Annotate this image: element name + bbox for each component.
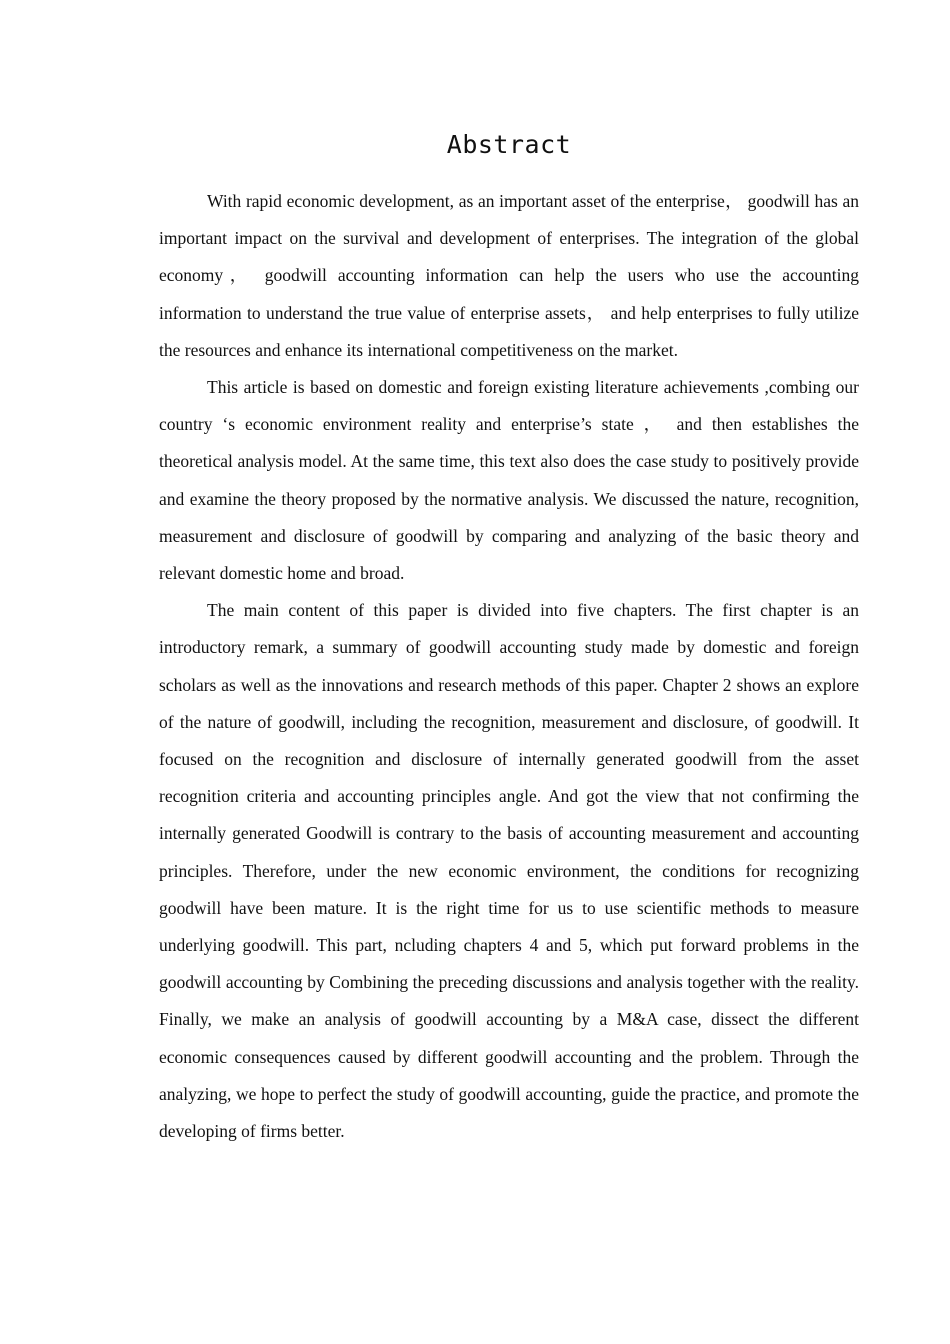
paragraph-3: The main content of this paper is divided into five chapters. The first chapter is an introductory remark, a summary of goodwill accounting study made by domestic and foreign scholars as well as the innovations and research methods of this paper. Chapter 2 shows an explore of the nature of goodwill, including the recognition, measurement and disclosure, of goodwill. It focused on the recognition and disclosure of internally generated goodwill from the asset recognition criteria and accounting principles angle. And got the view that not confirming the internally generated Goodwill is contrary to the basis of accounting measurement and accounting principles. Therefore, under the new economic environment, the conditions for recognizing goodwill have been mature. It is the right time for us to use scientific methods to measure underlying goodwill. This part, ncluding chapters 4 and 5, which put forward problems in the goodwill accounting by Combining the preceding discussions and analysis together with the reality. Finally, we make an analysis of goodwill accounting by a M&A case, dissect the different economic consequences caused by different goodwill accounting and the problem. Through the analyzing, we hope to perfect the study of goodwill accounting, guide the practice, and promote the developing of firms better. xyxy=(159,600,859,1142)
page-title: Abstract xyxy=(446,130,572,159)
abstract-body xyxy=(159,183,859,1150)
paragraph-2: This article is based on domestic and foreign existing literature achievements ,combing our country ‘s economic environment reality and enterprise’s state ， and then establishes the theoretical analysis model. At the same time, this text also does the case study to positively provide and examine the theory proposed by the normative analysis. We discussed the nature, recognition, measurement and disclosure of goodwill by comparing and analyzing of the basic theory and relevant domestic home and broad. xyxy=(159,377,859,584)
paragraph-1: With rapid economic development, as an important asset of the enterprise， goodwill has an important impact on the survival and development of enterprises. The integration of the global economy， goodwill accounting information can help the users who use the accounting information to understand the true value of enterprise assets， and help enterprises to fully utilize the resources and enhance its international competitiveness on the market. xyxy=(159,191,859,360)
